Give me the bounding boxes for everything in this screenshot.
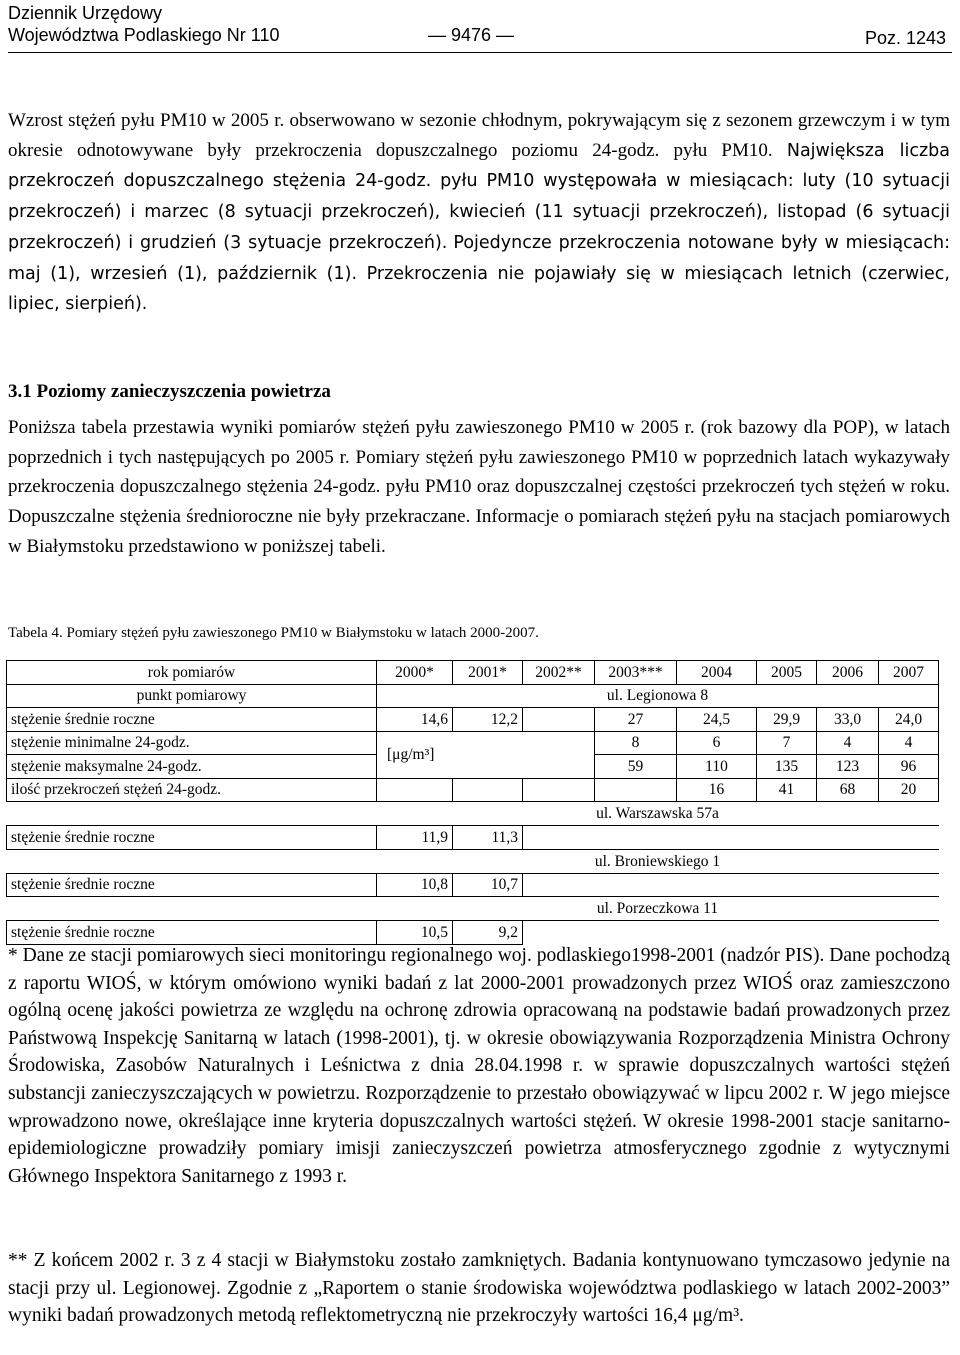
table-row: [7, 873, 939, 897]
value-cell: 14,6: [377, 708, 453, 732]
value-cell: 123: [817, 755, 879, 779]
value-cell: 7: [757, 731, 817, 755]
table-row: [7, 708, 939, 732]
table-row: [7, 661, 939, 685]
value-cell: 96: [879, 755, 939, 779]
year-cell: 2006: [817, 661, 879, 685]
table-row: [7, 802, 939, 826]
row-label: stężenie minimalne 24-godz.: [7, 731, 377, 755]
section-paragraph: Poniższa tabela przestawia wyniki pomiarów stężeń pyłu zawieszonego PM10 w 2005 r. (rok bazowy dla POP), w latach poprzednich i tych następujących po 2005 r. Pomiary stężeń pyłu zawieszonego PM10 w poprzednich latach wykazywały przekroczenia dopuszczalnego stężenia 24-godz. pyłu PM10 oraz dopuszczalnej częstości przekroczeń tych stężeń w roku. Dopuszczalne stężenia średnioroczne nie były przekraczane. Informacje o pomiarach stężeń pyłu na stacjach pomiarowych w Białymstoku przedstawiono w poniższej tabeli.: [8, 417, 950, 557]
value-cell: 24,0: [879, 708, 939, 732]
table-row: [7, 826, 939, 850]
value-cell: 10,8: [377, 873, 453, 897]
station-name: ul. Porzeczkowa 11: [377, 897, 939, 921]
table-row: [7, 849, 939, 873]
station-name: ul. Legionowa 8: [377, 684, 939, 708]
value-cell: 29,9: [757, 708, 817, 732]
row-label: ilość przekroczeń stężeń 24-godz.: [7, 778, 377, 802]
value-cell: 11,3: [453, 826, 523, 850]
value-cell: 8: [595, 731, 677, 755]
table-row: [7, 684, 939, 708]
value-cell: 12,2: [453, 708, 523, 732]
row-label: stężenie średnie roczne: [7, 708, 377, 732]
value-cell: 16: [677, 778, 757, 802]
year-cell: 2005: [757, 661, 817, 685]
value-cell: 20: [879, 778, 939, 802]
year-cell: 2000*: [377, 661, 453, 685]
year-cell: 2001*: [453, 661, 523, 685]
value-cell: 135: [757, 755, 817, 779]
table-caption: Tabela 4. Pomiary stężeń pyłu zawieszonego PM10 w Białymstoku w latach 2000-2007.: [8, 625, 539, 641]
value-cell: 59: [595, 755, 677, 779]
intro-paragraph: [8, 106, 950, 320]
year-label: rok pomiarów: [7, 661, 377, 685]
footnote-2: ** Z końcem 2002 r. 3 z 4 stacji w Białymstoku zostało zamkniętych. Badania kontynuowano tymczasowo jedynie na stacji przy ul. Legionowej. Zgodnie z „Raportem o stanie środowiska województwa podlaskiego w latach 2002-2003” wyniki badań prowadzonych metodą reflektometryczną nie przekroczyły wartości 16,4 μg/m³.: [8, 1250, 950, 1327]
value-cell: [523, 708, 595, 732]
value-cell: 27: [595, 708, 677, 732]
value-cell: [377, 778, 453, 802]
year-cell: 2003***: [595, 661, 677, 685]
value-cell: 24,5: [677, 708, 757, 732]
value-cell: 4: [817, 731, 879, 755]
year-cell: 2002**: [523, 661, 595, 685]
station-name: ul. Broniewskiego 1: [377, 849, 939, 873]
point-label: punkt pomiarowy: [7, 684, 377, 708]
row-label: stężenie średnie roczne: [7, 826, 377, 850]
header-rule: [8, 52, 952, 53]
table-row: [7, 921, 939, 945]
table-row: [7, 778, 939, 802]
intro-text-sans-tail: Pojedyncze przekroczenia notowane były w miesiącach: maj (1), wrzesień (1), październik (1). Przekroczenia nie pojawiały się w miesiącach letnich (czerwiec, lipiec, sierpień).: [8, 232, 951, 315]
value-cell: 4: [879, 731, 939, 755]
year-cell: 2004: [677, 661, 757, 685]
footnote-1: * Dane ze stacji pomiarowych sieci monitoringu regionalnego woj. podlaskiego1998-2001 (nadzór PIS). Dane pochodzą z raportu WIOŚ, w którym omówiono wyniki badań z lat 2000-2001 prowadzonych przez WIOŚ oraz zamieszczono ogólną ocenę jakości powietrza ze względu na ochronę zdrowia opracowaną na podstawie badań prowadzonych przez Państwową Inspekcję Sanitarną w latach (1998-2001), tj. w okresie obowiązywania Rozporządzenia Ministra Ochrony Środowiska, Zasobów Naturalnych i Leśnictwa z dnia 28.04.1998 r. w sprawie dopuszczalnych wartości stężeń substancji zanieczyszczających w powietrzu. Rozporządzenie to przestało obowiązywać w lipcu 2002 r. W jego miejsce wprowadzono nowe, określające inne kryteria dopuszczalnych wartości stężeń. W okresie 1998-2001 stacje sanitarno-epidemiologiczne prowadziły pomiary imisji zanieczyszczeń powietrza atmosferycznego zgodnie z wytycznymi Głównego Inspektora Sanitarnego z 1993 r.: [8, 945, 950, 1187]
journal-title: Dziennik Urzędowy: [8, 3, 163, 23]
value-cell: 6: [677, 731, 757, 755]
position-number: Poz. 1243: [864, 28, 946, 48]
value-cell: 41: [757, 778, 817, 802]
table-row: [7, 897, 939, 921]
page-number: — 9476 —: [428, 25, 515, 45]
intro-text-sans: Największa liczba przekroczeń dopuszczalnego stężenia 24-godz. pyłu PM10 występowała w miesiącach: luty (10 sytuacji przekroczeń) i marzec (8 sytuacji przekroczeń), kwiecień (11 sytuacji przekroczeń), listopad (6 sytuacji przekroczeń) i grudzień (3 sytuacje przekroczeń).: [8, 140, 951, 253]
unit-cell: [μg/m³]: [377, 731, 595, 778]
value-cell: 10,7: [453, 873, 523, 897]
table-row: [7, 731, 939, 755]
value-cell: 33,0: [817, 708, 879, 732]
row-label: stężenie maksymalne 24-godz.: [7, 755, 377, 779]
section-heading: 3.1 Poziomy zanieczyszczenia powietrza: [8, 381, 331, 402]
intro-text: Wzrost stężeń pyłu PM10 w 2005 r. obserwowano w sezonie chłodnym, pokrywającym się z sezonem grzewczym i w tym okresie odnotowywane były przekroczenia dopuszczalnego poziomu 24-godz. pyłu PM10.: [8, 110, 950, 161]
value-cell: 10,5: [377, 921, 453, 945]
value-cell: [453, 778, 523, 802]
year-cell: 2007: [879, 661, 939, 685]
row-label: stężenie średnie roczne: [7, 921, 377, 945]
value-cell: [523, 778, 595, 802]
value-cell: 9,2: [453, 921, 523, 945]
station-name: ul. Warszawska 57a: [377, 802, 939, 826]
value-cell: 68: [817, 778, 879, 802]
value-cell: [595, 778, 677, 802]
row-label: stężenie średnie roczne: [7, 873, 377, 897]
journal-region: Województwa Podlaskiego Nr 110: [8, 25, 280, 45]
value-cell: 110: [677, 755, 757, 779]
value-cell: 11,9: [377, 826, 453, 850]
measurement-table: [6, 660, 939, 945]
